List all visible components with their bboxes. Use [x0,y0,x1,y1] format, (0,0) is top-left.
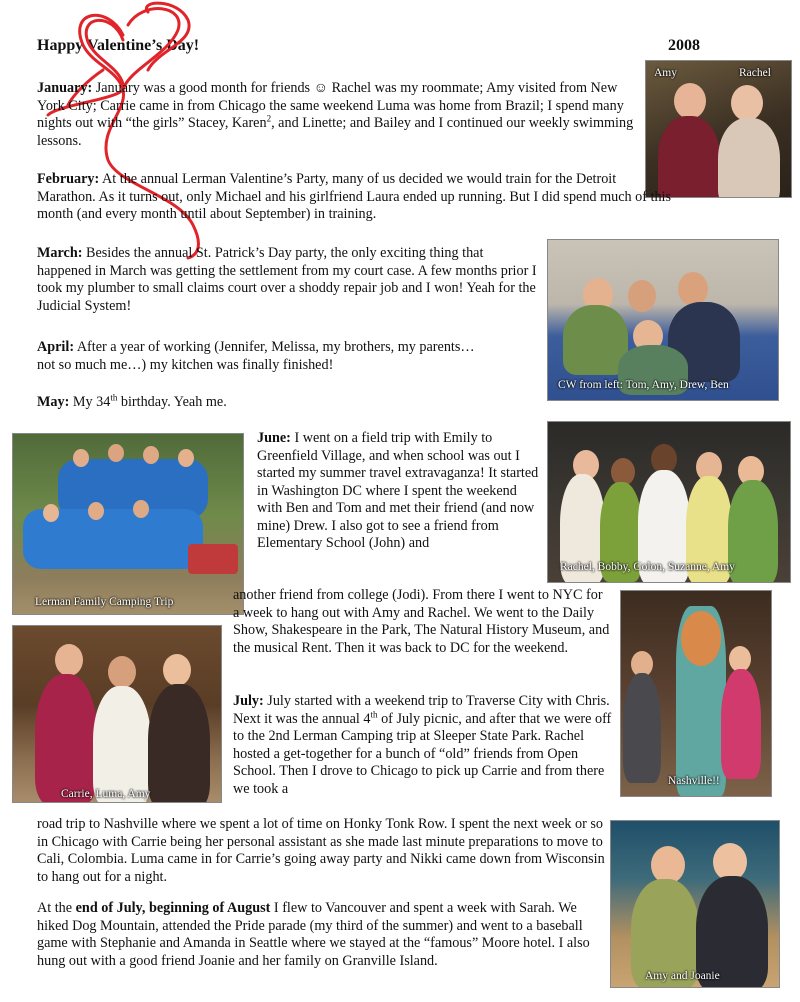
june-text-a: I went on a field trip with Emily to Greenfield Village, and when school was out I started my summer travel extravaganza! It started in Washington DC where I spent the weekend with Ben and Tom and met their friend (and now mine) Drew. I also got to see a friend from Elementary School (John) and [257,430,539,551]
photo-caption-rachel: Rachel [739,67,771,79]
photo-carrie-luma-amy [12,625,222,803]
section-july-cont [37,816,607,886]
july-text-a: July started with a weekend trip to Traverse City with Chris. Next it was the annual 4 [233,693,610,727]
photo-nashville [620,590,772,797]
section-june [257,430,539,553]
photo-caption-nashville: Nashville!! [668,775,720,787]
photo-caption-carrie: Carrie, Luma, Amy [61,788,151,800]
march-text: Besides the annual St. Patrick’s Day party, the only exciting thing that happened in March was getting the settlement from my court case. A few months prior I took my plumber to small claims court over a shoddy repair job and I won! Yeah for the Judicial System! [37,245,537,314]
january-text: January was a good month for friends ☺ Rachel was my roommate; Amy visited from New York City; Carrie came in from Chicago the same weekend Luma was home from Brazil; I spend many nights out with “the girls” Stacey, Karen [37,80,624,131]
february-text: At the annual Lerman Valentine’s Party, many of us decided we would train for the Detroit Marathon. As it turns out, only Michael and his girlfriend Laura ended up running. But I did spend much of this month (and every month until about September) in training. [37,171,671,222]
photo-rachel-group [547,421,791,583]
section-january: January: January was a good month for friends ☺ Rachel was my roommate; Amy visited from New York City; Carrie came in from Chicago the same weekend Luma was home from Brazil; I spend many nights out with “the girls” Stacey, Karen$^2$, and Linette; and Bailey and I continued our weekly swimming lessons. [37,80,634,149]
year-label: 2008 [668,37,700,54]
section-july: July: July started with a weekend trip to Traverse City with Chris. Next it was the annual 4th of July picnic, and after that we were off to the 2nd Lerman Camping trip at Sleeper State Park. Rachel hosted a get-together for a bunch of “old” friends from Open School. Then I drove to Chicago to pick up Carrie and from there we took a [233,693,612,797]
section-april [37,339,487,374]
may-text: My 34 [72,394,111,410]
january-text-2: , and Linette; and Bailey and I continued our weekly swimming lessons. [37,115,634,149]
august-label: end of July, beginning of August [75,900,271,916]
may-label: May: [37,394,70,410]
photo-camping [12,433,244,615]
section-february [37,171,677,224]
july-text-b: of July picnic, and after that we were off to the 2nd Lerman Camping trip at Sleeper State Park. Rachel hosted a get-together for a bunch of “old” friends from Open School. Then I drove to Chicago to pick up Carrie and from there we took a [233,710,612,797]
april-text: After a year of working (Jennifer, Melissa, my brothers, my parents… not so much me…) my kitchen was finally finished! [37,339,475,373]
april-label: April: [37,339,75,355]
july-text-c: road trip to Nashville where we spent a lot of time on Honky Tonk Row. I spent the next week or so in Chicago with Carrie being her personal assistant as she made last minute preparations to move to Cali, Colombia. Luma came in for Carrie’s going away party and Nikki came down from Wisconsin to hang out for a night. [37,816,605,885]
page-title: Happy Valentine’s Day! [37,37,200,54]
section-march [37,245,537,315]
photo-caption-camping: Lerman Family Camping Trip [35,596,174,608]
photo-cw [547,239,779,401]
section-may: May: My 34th birthday. Yeah me. [37,392,227,410]
february-label: February: [37,171,100,187]
january-label: January: [37,80,93,96]
photo-caption-joanie: Amy and Joanie [645,970,720,982]
june-text-b: another friend from college (Jodi). From there I went to NYC for a week to hang out with Amy and Rachel. We went to the Daily Show, Shakespeare in the Park, The Natural History Museum, and the musical Rent. Then it was back to DC for the weekend. [233,587,610,656]
section-june-cont [233,587,611,657]
july-label: July: [233,693,264,709]
section-august: At the end of July, beginning of August I flew to Vancouver and spent a week with Sarah. We hiked Dog Mountain, attended the Pride parade (my third of the summer) and went to a baseball game with Stephanie and Amanda in Seattle where we stayed at the “famous” Moore hotel. I also hung out with a good friend Joanie and her family on Granville Island. [37,900,590,969]
photo-caption-amy: Amy [654,67,677,79]
photo-caption-cw: CW from left: Tom, Amy, Drew, Ben [558,379,729,391]
march-label: March: [37,245,83,261]
photo-amy-joanie [610,820,780,988]
photo-caption-rachel-group: Rachel, Bobby, Golon, Suzanne, Amy [560,561,735,573]
august-text: I flew to Vancouver and spent a week with Sarah. We hiked Dog Mountain, attended the Pride parade (my third of the summer) and went to a baseball game with Stephanie and Amanda in Seattle where we stayed at the “famous” Moore hotel. I also hung out with a good friend Joanie and her family on Granville Island. [37,900,590,969]
june-label: June: [257,430,291,446]
